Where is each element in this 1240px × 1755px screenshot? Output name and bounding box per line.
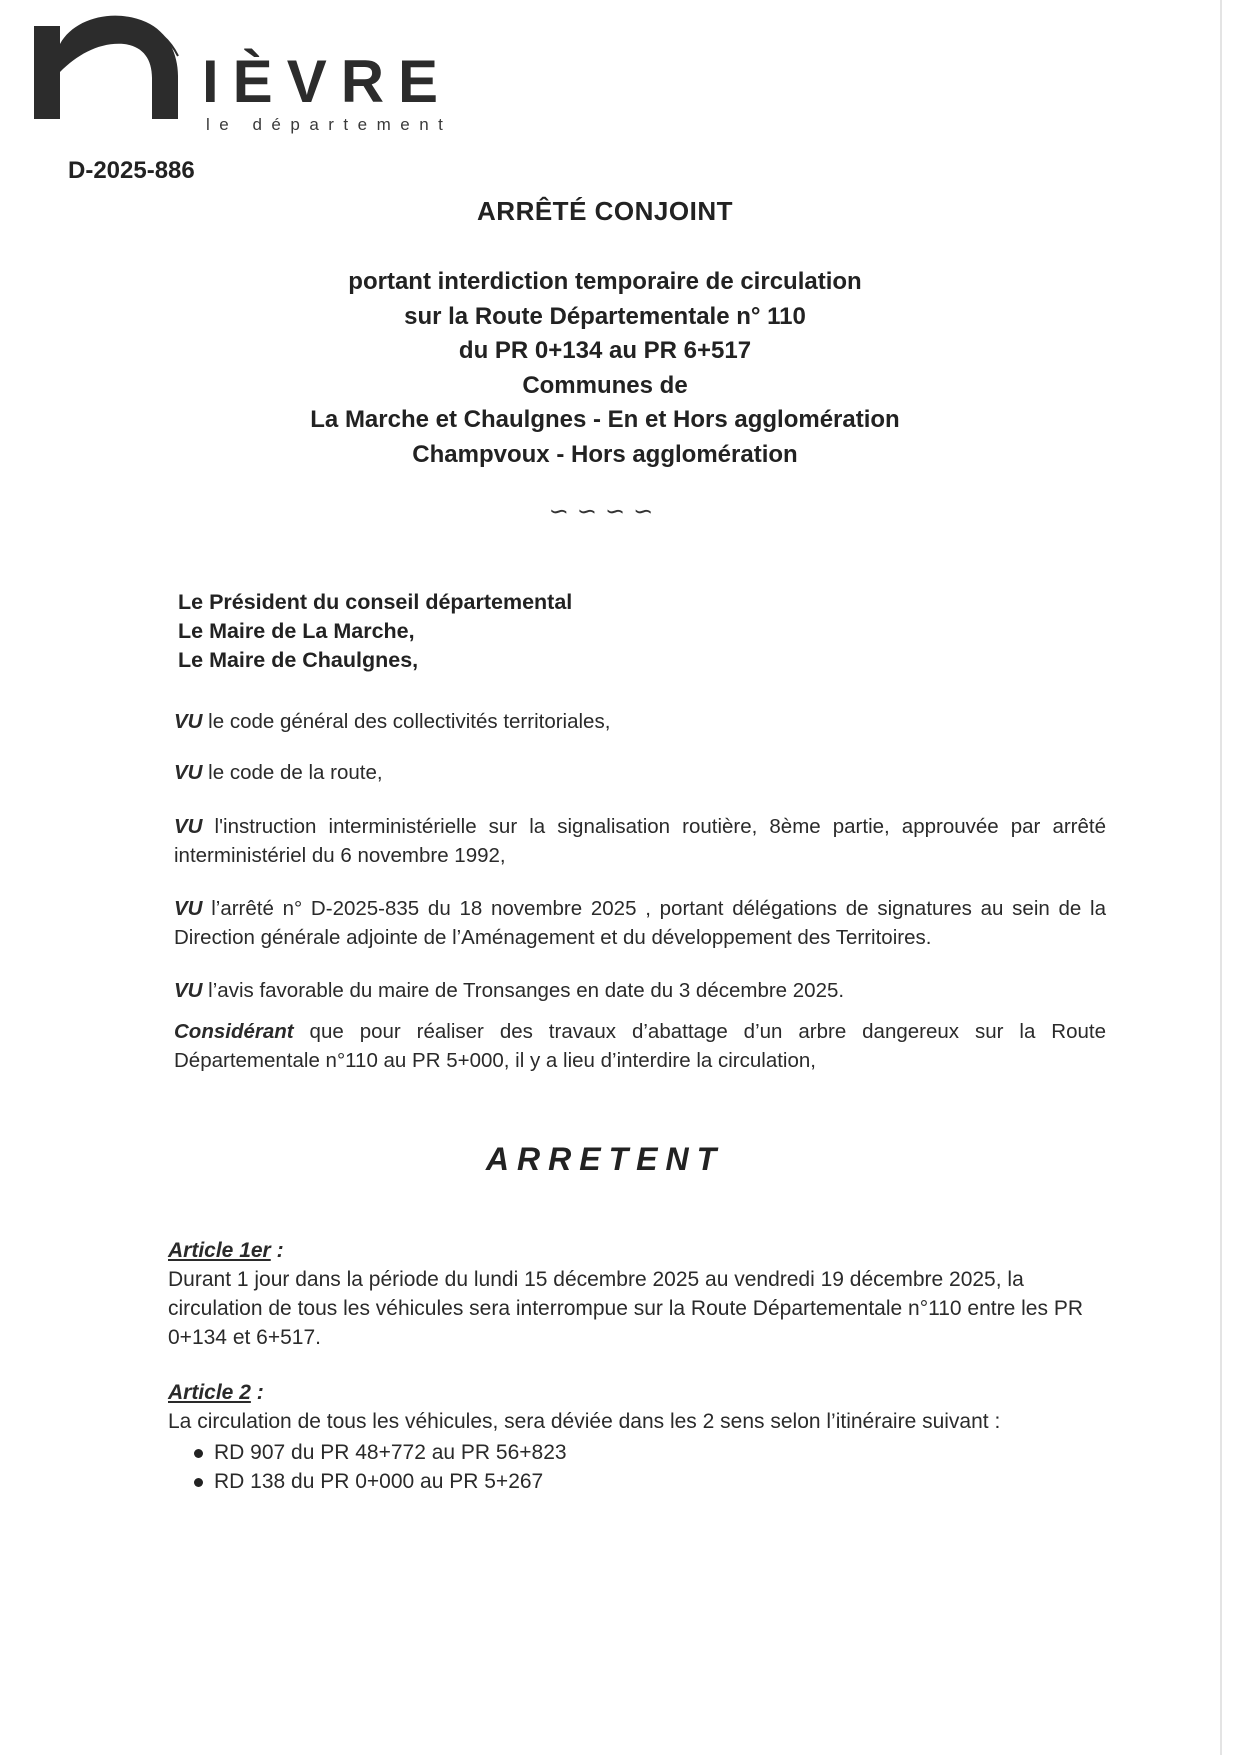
article-2 xyxy=(168,1378,1106,1496)
visa-paragraph xyxy=(174,894,1106,952)
ornament-divider: ∽∽∽∽ xyxy=(548,498,662,525)
authority-line: Le Maire de La Marche, xyxy=(178,619,415,643)
article-title xyxy=(168,1378,1106,1407)
list-item: RD 138 du PR 0+000 au PR 5+267 xyxy=(194,1467,1106,1496)
visa-lead: VU xyxy=(174,979,203,1002)
visa-text: l'instruction interministérielle sur la signalisation routière, 8ème partie, approuvée par arrêté interministériel du 6 novembre 1992, xyxy=(174,815,1106,867)
article-1 xyxy=(168,1236,1106,1352)
page-edge xyxy=(1220,0,1222,1755)
document-reference: D-2025-886 xyxy=(68,157,195,184)
considerant-text: que pour réaliser des travaux d’abattage d’un arbre dangereux sur la Route Départementale n°110 au PR 5+000, il y a lieu d’interdire la circulation, xyxy=(174,1020,1106,1072)
visa-paragraph xyxy=(174,758,1106,787)
subtitle-line: La Marche et Chaulgnes - En et Hors agglomération xyxy=(310,406,900,433)
article-title-colon: : xyxy=(250,1381,264,1404)
considerant-lead: Considérant xyxy=(174,1020,294,1043)
visa-lead: VU xyxy=(174,761,203,784)
visa-paragraph xyxy=(174,812,1106,870)
document-title: ARRÊTÉ CONJOINT xyxy=(477,196,733,226)
article-title-text: Article 2 xyxy=(168,1381,251,1404)
considerant-paragraph xyxy=(174,1017,1106,1075)
subtitle-line: sur la Route Départementale n° 110 xyxy=(404,302,806,330)
authorities-block xyxy=(178,588,572,675)
authority-line: Le Président du conseil départemental xyxy=(178,590,573,614)
visa-paragraph xyxy=(174,976,1106,1005)
subtitle-line: Champvoux - Hors agglomération xyxy=(412,440,798,468)
list-item: RD 907 du PR 48+772 au PR 56+823 xyxy=(194,1438,1106,1467)
visa-lead: VU xyxy=(174,710,203,733)
logo-n-mark xyxy=(34,14,194,119)
logo-word: IÈVRE xyxy=(202,48,453,115)
logo-tagline: le département xyxy=(206,115,453,134)
article-title-colon: : xyxy=(270,1239,284,1262)
article-title xyxy=(168,1236,1106,1265)
article-title-text: Article 1er xyxy=(168,1239,271,1262)
visa-text: l’avis favorable du maire de Tronsanges en date du 3 décembre 2025. xyxy=(202,979,845,1002)
article-text: La circulation de tous les véhicules, sera déviée dans les 2 sens selon l’itinéraire suivant : xyxy=(168,1410,1001,1433)
authority-line: Le Maire de Chaulgnes, xyxy=(178,648,419,672)
article-text: Durant 1 jour dans la période du lundi 15 décembre 2025 au vendredi 19 décembre 2025, la circulation de tous les véhicules sera interrompue sur la Route Départementale n°110 entre les PR 0+134 et 6+517. xyxy=(168,1268,1083,1349)
visa-text: le code de la route, xyxy=(202,761,383,784)
subtitle-line: Communes de xyxy=(522,371,688,399)
visa-lead: VU xyxy=(174,815,203,838)
subtitle-line: portant interdiction temporaire de circulation xyxy=(348,268,862,295)
detour-list xyxy=(168,1438,1106,1496)
subtitle-line: du PR 0+134 au PR 6+517 xyxy=(458,337,752,364)
visa-paragraph xyxy=(174,707,1106,736)
decision-heading: ARRETENT xyxy=(485,1141,725,1177)
visa-text: le code général des collectivités territoriales, xyxy=(202,710,611,733)
visa-lead: VU xyxy=(174,897,203,920)
nievre-logo xyxy=(34,14,454,134)
document-subtitle xyxy=(0,265,1210,472)
visa-text: l’arrêté n° D-2025-835 du 18 novembre 2025 , portant délégations de signatures au sein de la Direction générale adjointe de l’Aménagement et du développement des Territoires. xyxy=(174,897,1106,949)
